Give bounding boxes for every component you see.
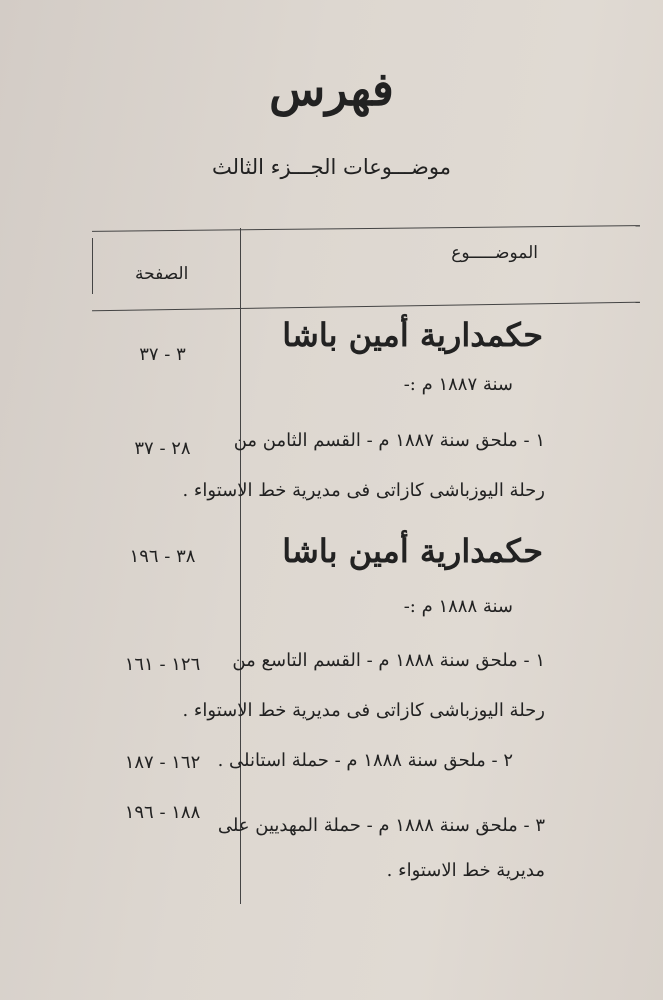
entry-line: رحلة اليوزباشى كازاتى فى مديرية خط الاستواء . xyxy=(182,700,545,721)
page-subtitle: موضـــوعات الجـــزء الثالث xyxy=(212,155,451,179)
year-label: سنة ١٨٨٧ م :- xyxy=(403,374,513,395)
entry-line: ٣ - ملحق سنة ١٨٨٨ م - حملة المهديين على xyxy=(217,815,545,836)
page-range: ١٢٦ - ١٦١ xyxy=(124,654,201,675)
page-range: ٣ - ٣٧ xyxy=(139,344,186,365)
year-label: سنة ١٨٨٨ م :- xyxy=(403,596,513,617)
page-range: ١٨٨ - ١٩٦ xyxy=(124,802,201,823)
page-title: فهرس xyxy=(269,62,394,116)
table-header-rule xyxy=(92,302,640,312)
entry-line: رحلة اليوزباشى كازاتى فى مديرية خط الاستواء . xyxy=(182,480,545,501)
section-heading: حكمدارية أمين باشا xyxy=(282,316,543,354)
header-topic: الموضـــــوع xyxy=(451,243,538,263)
table-left-border xyxy=(92,238,93,294)
section-heading: حكمدارية أمين باشا xyxy=(282,532,543,570)
header-page: الصفحة xyxy=(135,264,189,284)
entry-line: ١ - ملحق سنة ١٨٨٨ م - القسم التاسع من xyxy=(232,650,545,671)
table-top-rule xyxy=(92,225,640,232)
entry-line: ٢ - ملحق سنة ١٨٨٨ م - حملة استانلى . xyxy=(217,750,513,771)
entry-line: ١ - ملحق سنة ١٨٨٧ م - القسم الثامن من xyxy=(233,430,545,451)
page-range: ٣٨ - ١٩٦ xyxy=(129,546,196,567)
page-range: ٢٨ - ٣٧ xyxy=(134,438,191,459)
entry-line: مديرية خط الاستواء . xyxy=(386,860,545,881)
page-range: ١٦٢ - ١٨٧ xyxy=(124,752,201,773)
